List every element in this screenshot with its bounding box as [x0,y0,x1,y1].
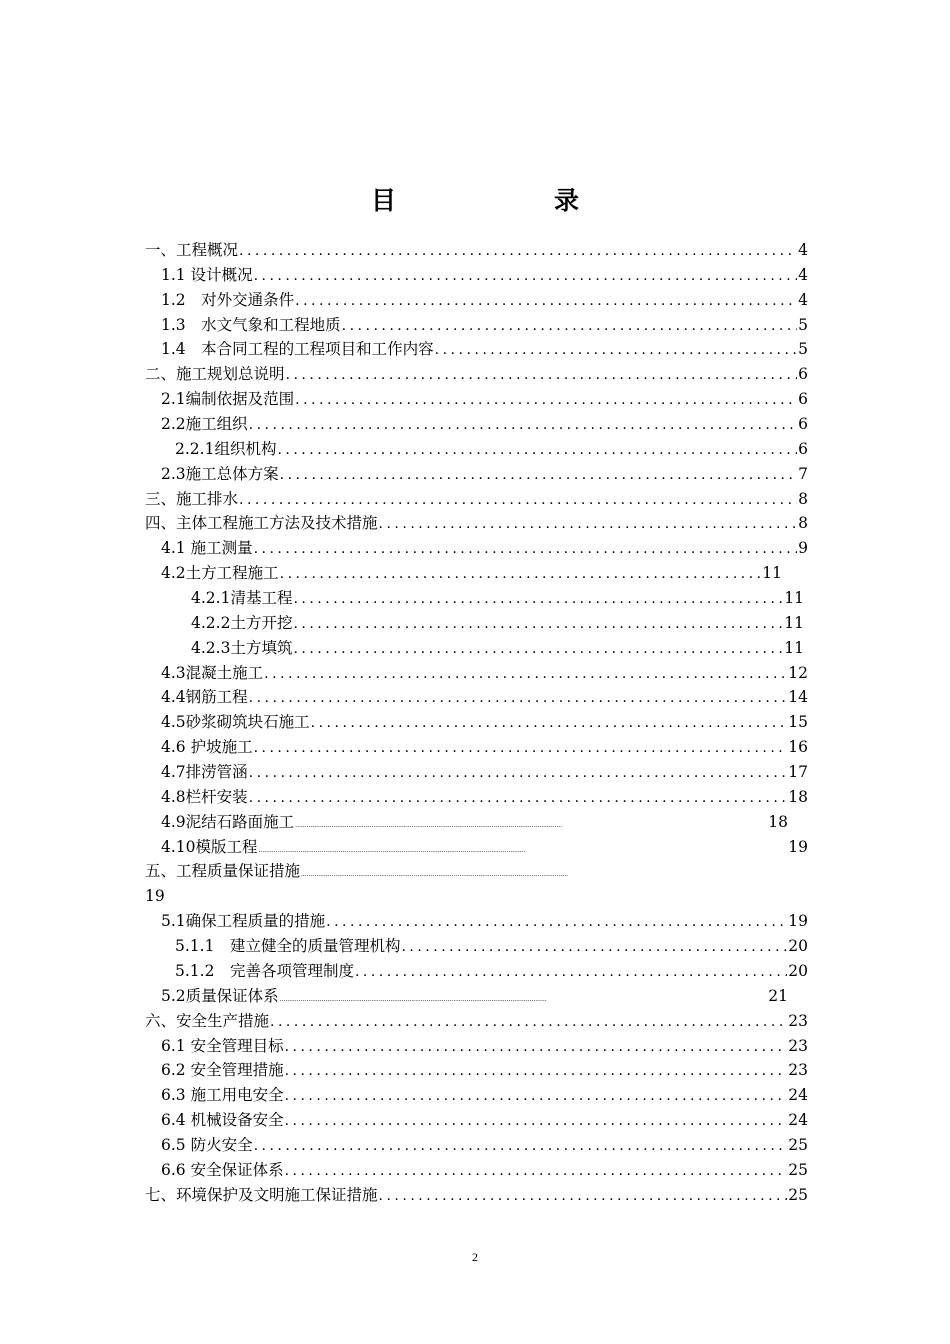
toc-leader-dots [285,1113,788,1129]
toc-entry-label: 六、安全生产措施 [145,1011,270,1030]
toc-entry[interactable] [145,511,808,536]
toc-entry-page: 5 [798,315,808,334]
toc-leader-dots [295,392,797,408]
toc-leader-dots [264,666,787,682]
toc-entry-label: 4.10模版工程 [161,837,258,856]
toc-entry-page: 19 [788,912,808,931]
toc-entry-page: 17 [788,763,808,782]
toc-leader-dots [285,1163,788,1179]
toc-entry[interactable] [145,1183,808,1208]
toc-entry-label: 6.5 防火安全 [161,1135,253,1154]
toc-entry[interactable] [145,1034,808,1059]
toc-entry[interactable] [145,636,808,661]
toc-entry[interactable] [145,909,808,934]
toc-entry-label: 5.1.2 完善各项管理制度 [175,961,354,980]
toc-entry-label: 4.6 护坡施工 [161,738,253,757]
toc-entry-label: 1.2 对外交通条件 [161,290,295,309]
toc-entry[interactable] [145,1133,808,1158]
toc-entry-page: 24 [788,1111,808,1130]
toc-entry-page: 4 [798,290,808,309]
toc-entry-label: 2.1编制依据及范围 [161,390,295,409]
toc-entry-label: 2.2施工组织 [161,415,248,434]
toc-entry-label: 4.2土方工程施工 [161,564,279,583]
toc-leader-dots [254,740,788,756]
toc-leader-dots [285,1063,788,1079]
toc-entry[interactable] [145,611,808,636]
toc-entry[interactable] [145,362,808,387]
toc-entry-page: 16 [788,738,808,757]
toc-leader-dots [280,467,797,483]
toc-entry-page: 20 [788,961,808,980]
toc-entry[interactable] [145,1058,808,1083]
toc-leader-dots [401,939,787,955]
toc-entry-label: 一、工程概况 [145,241,239,259]
toc-leader-dots [254,1138,788,1154]
toc-entry-label: 1.4 本合同工程的工程项目和工作内容 [161,340,434,359]
toc-entry[interactable] [145,561,808,586]
toc-leader-dots [301,871,807,878]
toc-entry-label: 5.2质量保证体系 [161,986,279,1005]
toc-entry-page: 4 [798,265,808,284]
toc-leader-dots [254,268,798,284]
toc-entry-page: 23 [788,1036,808,1055]
toc-entry-label: 三、施工排水 [145,489,239,508]
toc-entry[interactable] [145,1083,808,1108]
toc-entry-page: 25 [788,1185,808,1204]
toc-entry[interactable] [145,785,808,810]
toc-entry[interactable] [145,984,808,1009]
toc-leader-dots [239,243,797,259]
toc-entry[interactable] [145,238,808,263]
toc-entry[interactable] [145,1108,808,1133]
toc-entry-page: 11 [762,564,782,583]
toc-leader-dots [280,566,762,582]
toc-entry-page: 12 [788,663,808,682]
toc-entry[interactable] [145,810,808,835]
toc-entry-label: 四、主体工程施工方法及技术措施 [145,514,378,533]
toc-entry-label: 2.2.1组织机构 [175,439,277,458]
toc-entry-page: 18 [768,812,788,831]
toc-entry-label: 4.4钢筋工程 [161,688,248,707]
toc-entry-label: 6.3 施工用电安全 [161,1086,284,1105]
toc-leader-dots [286,367,798,383]
toc-entry-page: 11 [784,613,804,632]
toc-leader-dots [249,417,797,433]
toc-leader-dots [326,914,787,930]
toc-entry-label: 2.3施工总体方案 [161,464,279,483]
toc-leader-dots [355,964,787,980]
toc-leader-dots [249,690,788,706]
toc-entry[interactable] [145,835,808,860]
toc-entry-label: 4.3混凝土施工 [161,663,264,682]
page-number: 2 [472,1250,478,1264]
toc-entry[interactable] [145,1158,808,1183]
toc-entry[interactable] [145,586,808,611]
toc-entry-page: 25 [788,1135,808,1154]
table-of-contents [145,238,808,1208]
page-title: 目 录 [370,186,615,215]
toc-entry-page: 6 [798,415,808,434]
toc-entry-page: 19 [788,837,808,856]
toc-entry[interactable] [145,263,808,288]
toc-leader-dots [295,822,767,829]
toc-entry-page: 7 [798,464,808,483]
toc-entry[interactable] [145,313,808,338]
toc-entry-page: 19 [145,887,165,906]
toc-entry[interactable] [145,387,808,412]
toc-entry[interactable] [145,661,808,686]
toc-entry[interactable] [145,337,808,362]
toc-entry[interactable] [145,685,808,710]
toc-leader-dots [293,616,783,632]
toc-entry-label: 6.4 机械设备安全 [161,1111,284,1130]
toc-leader-dots [254,541,798,557]
toc-entry-page: 14 [788,688,808,707]
toc-leader-dots [311,715,788,731]
toc-entry-label: 6.1 安全管理目标 [161,1036,284,1055]
toc-entry[interactable] [145,760,808,785]
toc-leader-dots [259,847,788,854]
toc-entry-page: 18 [788,787,808,806]
toc-leader-dots [293,591,783,607]
toc-entry-label: 1.3 水文气象和工程地质 [161,315,341,334]
toc-entry-page: 11 [784,589,804,608]
toc-entry[interactable] [145,487,808,512]
toc-entry-page: 23 [788,1011,808,1030]
toc-entry[interactable] [145,536,808,561]
toc-entry-label: 4.2.1清基工程 [191,589,293,608]
toc-entry-page: 20 [788,937,808,956]
toc-leader-dots [285,1039,788,1055]
toc-entry-page: 4 [798,241,808,259]
toc-entry-page: 15 [788,713,808,732]
toc-entry-page: 23 [788,1061,808,1080]
toc-entry-label: 6.6 安全保证体系 [161,1160,284,1179]
toc-entry-page: 8 [798,514,808,533]
toc-leader-dots [285,1088,788,1104]
toc-entry-label: 5.1确保工程质量的措施 [161,912,326,931]
toc-leader-dots [295,293,797,309]
toc-leader-dots [293,641,783,657]
toc-entry-page: 21 [768,986,788,1005]
toc-entry-page: 9 [798,539,808,558]
toc-entry[interactable] [145,462,808,487]
toc-entry[interactable] [145,859,808,909]
toc-entry[interactable] [145,288,808,313]
toc-leader-dots [280,996,768,1003]
toc-entry-label: 4.8栏杆安装 [161,787,248,806]
toc-entry-page: 5 [798,340,808,359]
toc-entry-page: 6 [798,390,808,409]
toc-entry[interactable] [145,959,808,984]
toc-entry-label: 1.1 设计概况 [161,265,253,284]
toc-leader-dots [379,1188,788,1204]
toc-entry-label: 七、环境保护及文明施工保证措施 [145,1185,378,1204]
toc-leader-dots [249,790,788,806]
toc-entry[interactable] [145,1009,808,1034]
toc-entry-page: 25 [788,1160,808,1179]
toc-entry-page: 8 [798,489,808,508]
toc-entry-label: 5.1.1 建立健全的质量管理机构 [175,937,401,956]
toc-leader-dots [342,318,797,334]
toc-entry-page: 24 [788,1086,808,1105]
toc-entry-label: 4.9泥结石路面施工 [161,812,295,831]
toc-entry-label: 4.1 施工测量 [161,539,253,558]
toc-entry[interactable] [145,934,808,959]
toc-entry-label: 4.2.3土方填筑 [191,638,293,657]
toc-leader-dots [239,492,797,508]
toc-entry-label: 二、施工规划总说明 [145,365,285,384]
toc-entry[interactable] [145,710,808,735]
toc-entry[interactable] [145,437,808,462]
toc-leader-dots [277,442,797,458]
toc-entry-page: 11 [784,638,804,657]
toc-entry-label: 4.7排涝管涵 [161,763,248,782]
toc-entry-label: 6.2 安全管理措施 [161,1061,284,1080]
toc-entry-label: 4.2.2土方开挖 [191,613,293,632]
toc-leader-dots [270,1014,787,1030]
toc-leader-dots [435,342,797,358]
toc-entry[interactable] [145,412,808,437]
toc-leader-dots [249,765,788,781]
toc-leader-dots [379,516,798,532]
toc-entry[interactable] [145,735,808,760]
toc-entry-page: 6 [798,365,808,384]
toc-entry-page: 6 [798,439,808,458]
toc-entry-label: 4.5砂浆砌筑块石施工 [161,713,310,732]
toc-entry-label: 五、工程质量保证措施 [145,862,301,881]
